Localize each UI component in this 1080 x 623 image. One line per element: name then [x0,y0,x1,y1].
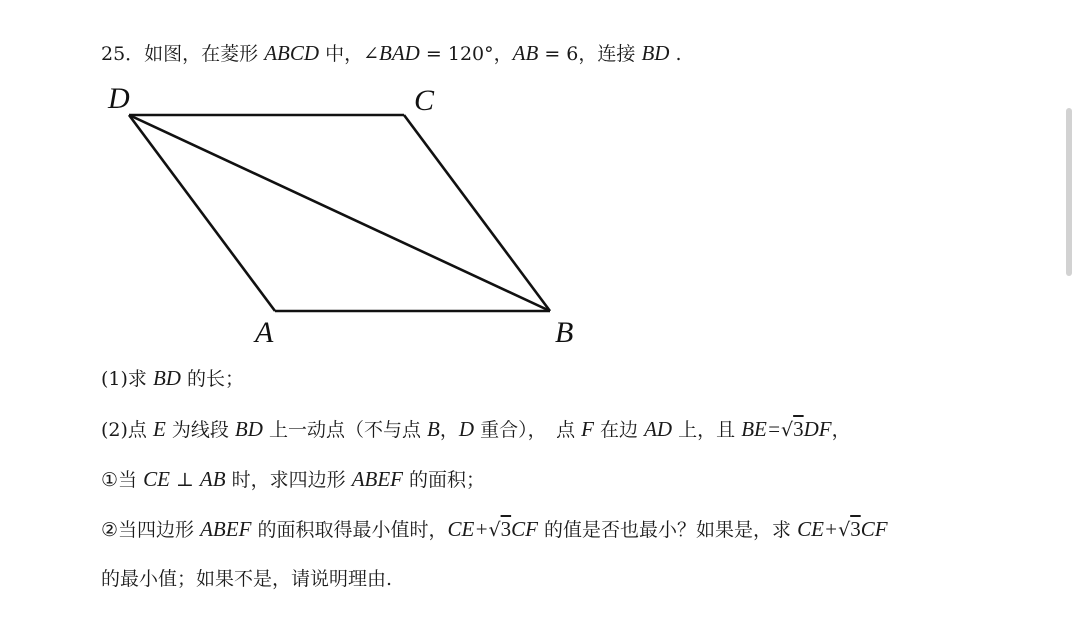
q2-segment-bd: BD [234,417,263,441]
label-c: C [414,84,435,117]
q2-text-2: 上一动点（不与点 [268,419,421,441]
q2-comma: ， [439,419,459,441]
side-name: AB [512,41,539,65]
side-value: = 6，连接 [544,43,636,65]
s2-three-2: 3 [850,517,861,541]
s1-text-1: 当 [118,469,138,491]
label-d: D [108,82,130,115]
question-1 [101,365,244,392]
q2-prefix: (2)点 [101,419,147,441]
diagonal-bd [129,115,550,311]
q2-text-3: 重合）， 点 [480,419,576,441]
s2-cf-1: CF [511,517,538,541]
q2-text-1: 为线段 [171,419,229,441]
q1-prefix: (1)求 [101,368,147,390]
label-b: B [555,316,574,349]
s1-abef: ABEF [351,467,403,491]
problem-text: 中，∠ [325,43,380,65]
sqrt-icon: √ [781,419,794,441]
question-2 [101,416,851,443]
q2-df: DF [803,417,832,441]
q1-segment: BD [152,366,181,390]
s2-abef: ABEF [200,517,252,541]
perpendicular-symbol: ⊥ [176,469,194,491]
s2-ce-2: CE+ [797,517,839,541]
problem-number-text: 25．如图，在菱形 [101,43,259,65]
sqrt-icon: √ [838,519,851,541]
angle-value: = 120°， [425,43,513,65]
q2-text-4: 在边 [600,419,639,441]
rhombus-name: ABCD [264,41,320,65]
s2-cf-2: CF [860,517,888,541]
side-ad [129,115,275,311]
rhombus-figure [100,80,590,350]
statement-end: . [675,43,682,65]
angle-name: BAD [379,41,420,65]
scrollbar-thumb[interactable] [1066,108,1072,276]
s2-text-1: 当四边形 [118,519,195,541]
q2-point-e: E [152,417,166,441]
s1-ab: AB [199,467,226,491]
sqrt-icon: √ [488,519,501,541]
circled-one: ① [101,469,119,491]
q2-point-d: D [458,417,475,441]
segment-name: BD [641,41,670,65]
label-a: A [255,316,274,349]
q2-be: BE= [741,417,782,441]
s2-text-4: 的最小值；如果不是，请说明理由. [101,568,393,590]
s2-text-2: 的面积取得最小值时， [257,519,448,541]
s1-ce: CE [143,467,170,491]
s2-text-3: 的值是否也最小？如果是，求 [544,519,792,541]
s2-ce-1: CE+ [447,517,489,541]
q2-end: ， [831,419,851,441]
q2-text-5: 上，且 [678,419,736,441]
q2-point-b: B [427,417,440,441]
sub-question-2-continued [101,566,392,592]
s2-three-1: 3 [500,517,512,541]
problem-statement [101,40,682,67]
s1-text-2: 时，求四边形 [231,469,346,491]
q1-suffix: 的长； [187,368,245,390]
q2-point-f: F [581,417,594,441]
s1-text-3: 的面积； [409,469,486,491]
sub-question-1 [101,466,485,493]
sub-question-2 [101,516,888,543]
q2-segment-ad: AD [644,417,673,441]
side-cb [404,115,550,311]
q2-three: 3 [793,417,804,441]
circled-two: ② [101,519,119,541]
